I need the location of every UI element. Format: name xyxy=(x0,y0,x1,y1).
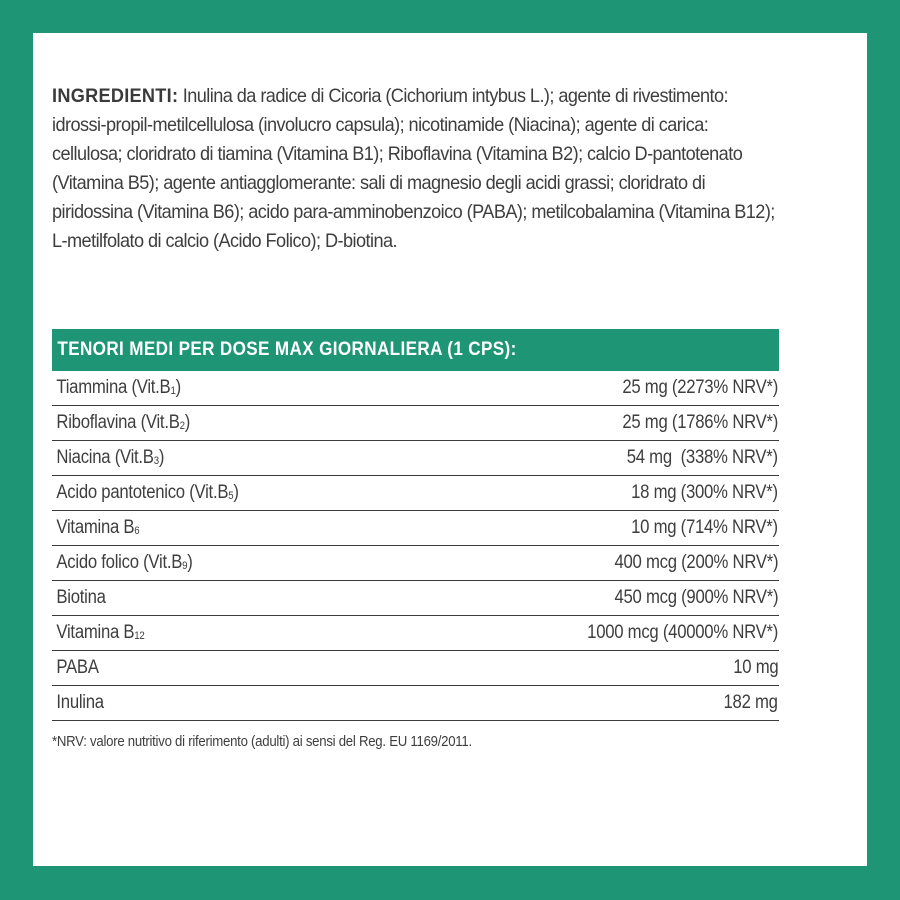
nutrition-table-header xyxy=(52,329,779,371)
table-row xyxy=(52,546,779,581)
ingredients-label: INGREDIENTI: xyxy=(52,85,179,107)
table-row xyxy=(52,686,779,721)
nutrient-value: 25 mg (2273% NRV*) xyxy=(622,377,779,398)
table-row xyxy=(52,616,779,651)
nutrient-name: Tiammina $(Vit.B_1)$ xyxy=(56,377,181,398)
table-row xyxy=(52,441,779,476)
table-row xyxy=(52,371,779,406)
nutrient-name: PABA xyxy=(56,657,99,678)
nutrient-value: 18 mg (300% NRV*) xyxy=(631,482,779,503)
nutrient-value: 182 mg xyxy=(723,692,779,713)
nutrient-name: Acido pantotenico $(Vit.B_5)$ xyxy=(56,482,239,503)
nutrient-name: Vitamina $B_6$ xyxy=(56,517,140,538)
nutrient-value: 1000 mcg (40000% NRV*) xyxy=(587,622,779,643)
nutrient-name: Niacina $(Vit.B_3)$ xyxy=(56,447,165,468)
table-row xyxy=(52,511,779,546)
nutrient-value: 54 mg (338% NRV*) xyxy=(627,447,779,468)
nutrient-name: Acido folico $(Vit.B_9)$ xyxy=(56,552,193,573)
table-row xyxy=(52,476,779,511)
nutrient-value: 400 mcg (200% NRV*) xyxy=(614,552,779,573)
nutrient-name: Riboflavina $(Vit.B_2)$ xyxy=(56,412,191,433)
table-row xyxy=(52,406,779,441)
nrv-footnote: *NRV: valore nutritivo di riferimento (adulti) ai sensi del Reg. EU 1169/2011. xyxy=(52,733,472,750)
nutrition-table xyxy=(52,371,779,721)
nutrient-value: 10 mg (714% NRV*) xyxy=(631,517,779,538)
table-row xyxy=(52,651,779,686)
nutrient-name: Inulina xyxy=(56,692,104,713)
nutrient-value: 450 mcg (900% NRV*) xyxy=(614,587,779,608)
nutrient-value: 25 mg (1786% NRV*) xyxy=(622,412,779,433)
nutrient-name: Vitamina $B_{12}$ xyxy=(56,622,145,643)
nutrition-table-title: TENORI MEDI PER DOSE MAX GIORNALIERA (1 CPS): xyxy=(57,339,517,360)
ingredients-paragraph xyxy=(52,82,777,256)
table-row xyxy=(52,581,779,616)
ingredients-text: Inulina da radice di Cicoria (Cichorium intybus L.); agente di rivestimento: idrossi-propil-metilcellulosa (involucro capsula); nicotinamide (Niacina); agente di carica: cellulosa; cloridrato di tiamina (Vitamina B1); Riboflavina (Vitamina B2); calcio D-pantotenato (Vitamina B5); agente antiagglomerante: sali di magnesio degli acidi grassi; cloridrato di piridossina (Vitamina B6); acido para-amminobenzoico (PABA); metilcobalamina (Vitamina B12); L-metilfolato di calcio (Acido Folico); D-biotina. xyxy=(52,85,775,252)
nutrient-name: Biotina xyxy=(56,587,106,608)
nutrient-value: 10 mg xyxy=(732,657,779,678)
